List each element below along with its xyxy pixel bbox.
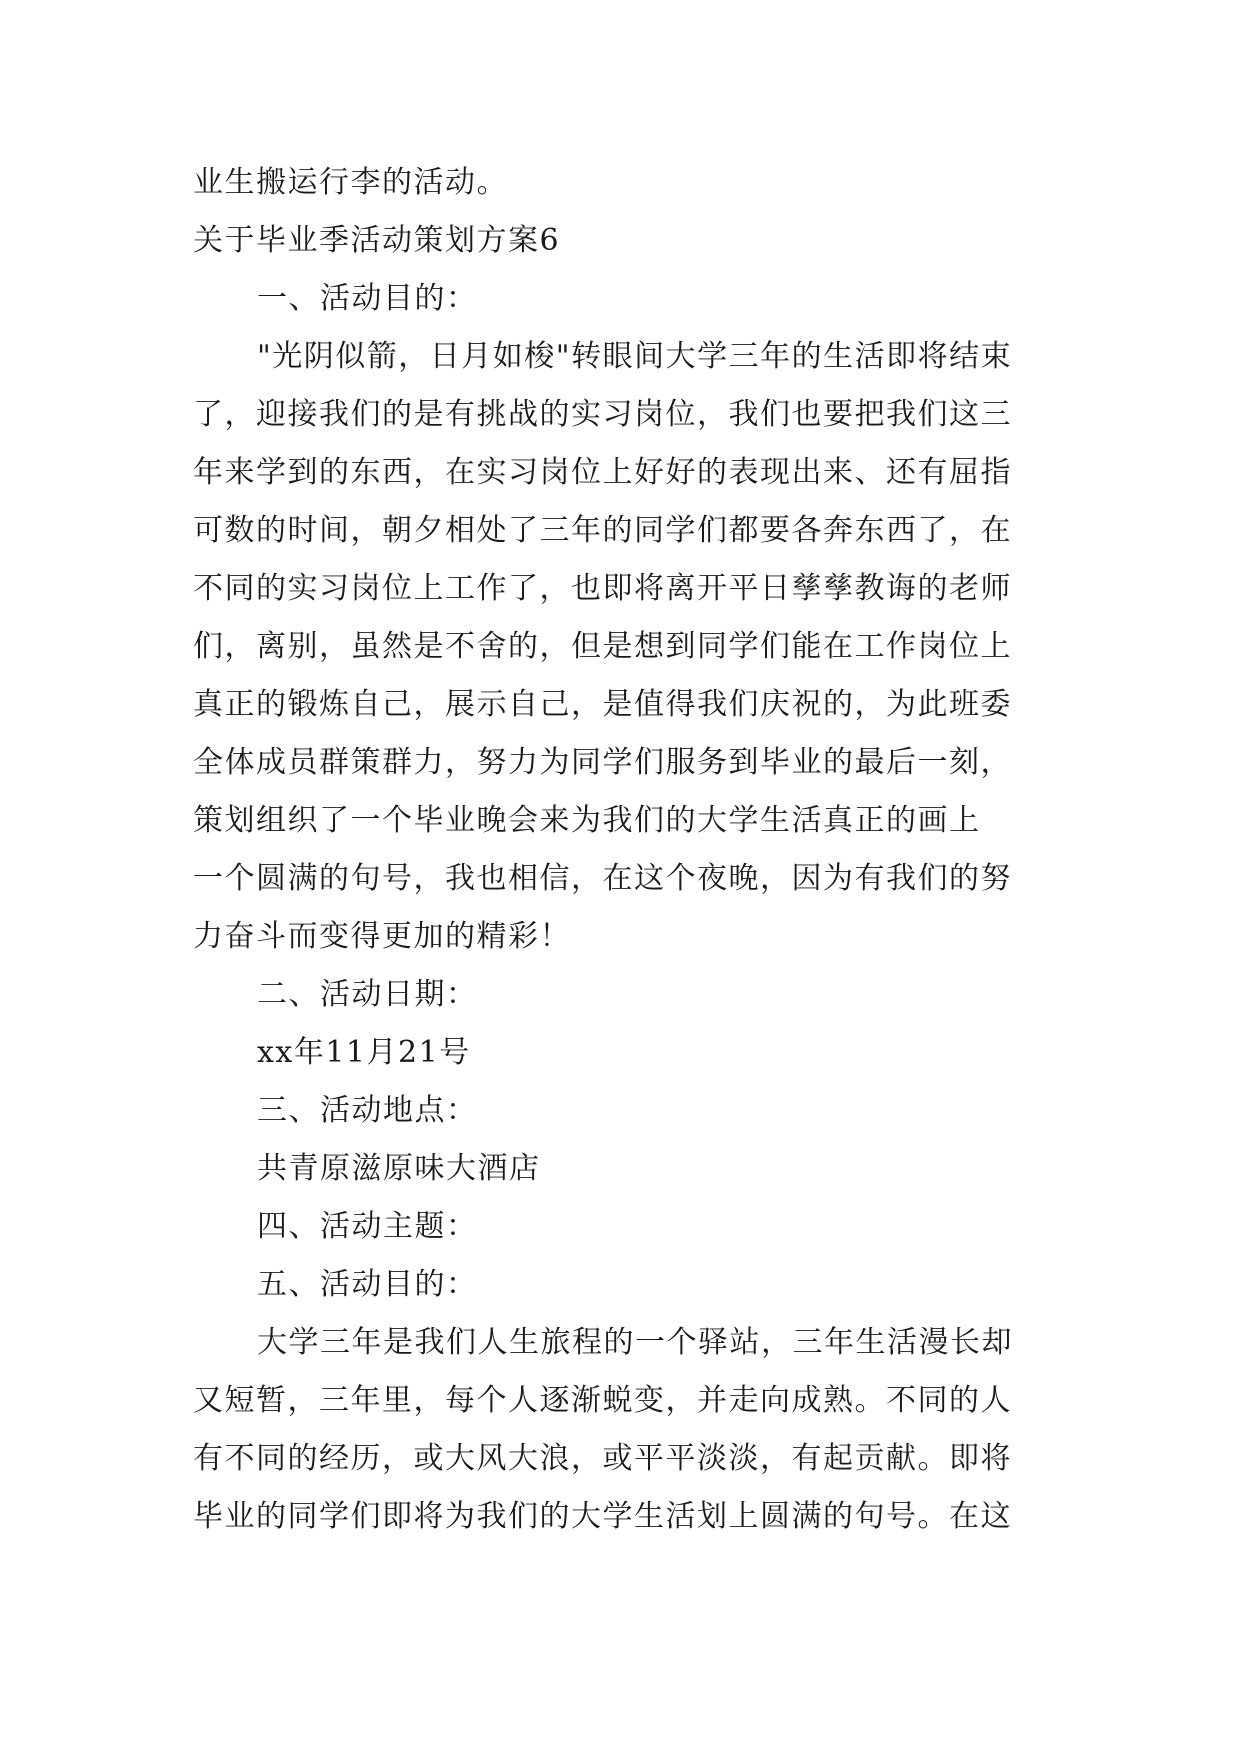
text-line: 一个圆满的句号，我也相信，在这个夜晚，因为有我们的努 xyxy=(193,861,1012,896)
text-line: 业生搬运行李的活动。 xyxy=(193,165,508,200)
text-line: 又短暂，三年里，每个人逐渐蜕变，并走向成熟。不同的人 xyxy=(193,1383,1012,1418)
section-title: 关于毕业季活动策划方案6 xyxy=(193,223,561,258)
document-body xyxy=(193,154,1073,1546)
text-line: "光阴似箭，日月如梭"转眼间大学三年的生活即将结束 xyxy=(257,339,1013,374)
heading-activity-theme: 四、活动主题： xyxy=(257,1209,478,1244)
text-line: 真正的锻炼自己，展示自己，是值得我们庆祝的，为此班委 xyxy=(193,687,1012,722)
heading-activity-location: 三、活动地点： xyxy=(257,1093,478,1128)
text-line: 毕业的同学们即将为我们的大学生活划上圆满的句号。在这 xyxy=(193,1499,1012,1534)
text-line: 策划组织了一个毕业晚会来为我们的大学生活真正的画上 xyxy=(193,803,981,838)
text-line: 可数的时间，朝夕相处了三年的同学们都要各奔东西了，在 xyxy=(193,513,1012,548)
activity-date-value: xx年11月21号 xyxy=(257,1035,471,1070)
text-line: 们，离别，虽然是不舍的，但是想到同学们能在工作岗位上 xyxy=(193,629,1012,664)
text-line: 大学三年是我们人生旅程的一个驿站，三年生活漫长却 xyxy=(257,1325,1013,1360)
text-line: 了，迎接我们的是有挑战的实习岗位，我们也要把我们这三 xyxy=(193,397,1012,432)
text-line: 年来学到的东西，在实习岗位上好好的表现出来、还有屈指 xyxy=(193,455,1012,490)
text-line: 力奋斗而变得更加的精彩！ xyxy=(193,919,571,954)
text-line: 有不同的经历，或大风大浪，或平平淡淡，有起贡献。即将 xyxy=(193,1441,1012,1476)
heading-activity-purpose: 一、活动目的： xyxy=(257,281,478,316)
text-line: 全体成员群策群力，努力为同学们服务到毕业的最后一刻， xyxy=(193,745,1012,780)
heading-activity-goal: 五、活动目的： xyxy=(257,1267,478,1302)
heading-activity-date: 二、活动日期： xyxy=(257,977,478,1012)
activity-location-value: 共青原滋原味大酒店 xyxy=(257,1151,541,1186)
text-line: 不同的实习岗位上工作了，也即将离开平日孳孳教诲的老师 xyxy=(193,571,1012,606)
